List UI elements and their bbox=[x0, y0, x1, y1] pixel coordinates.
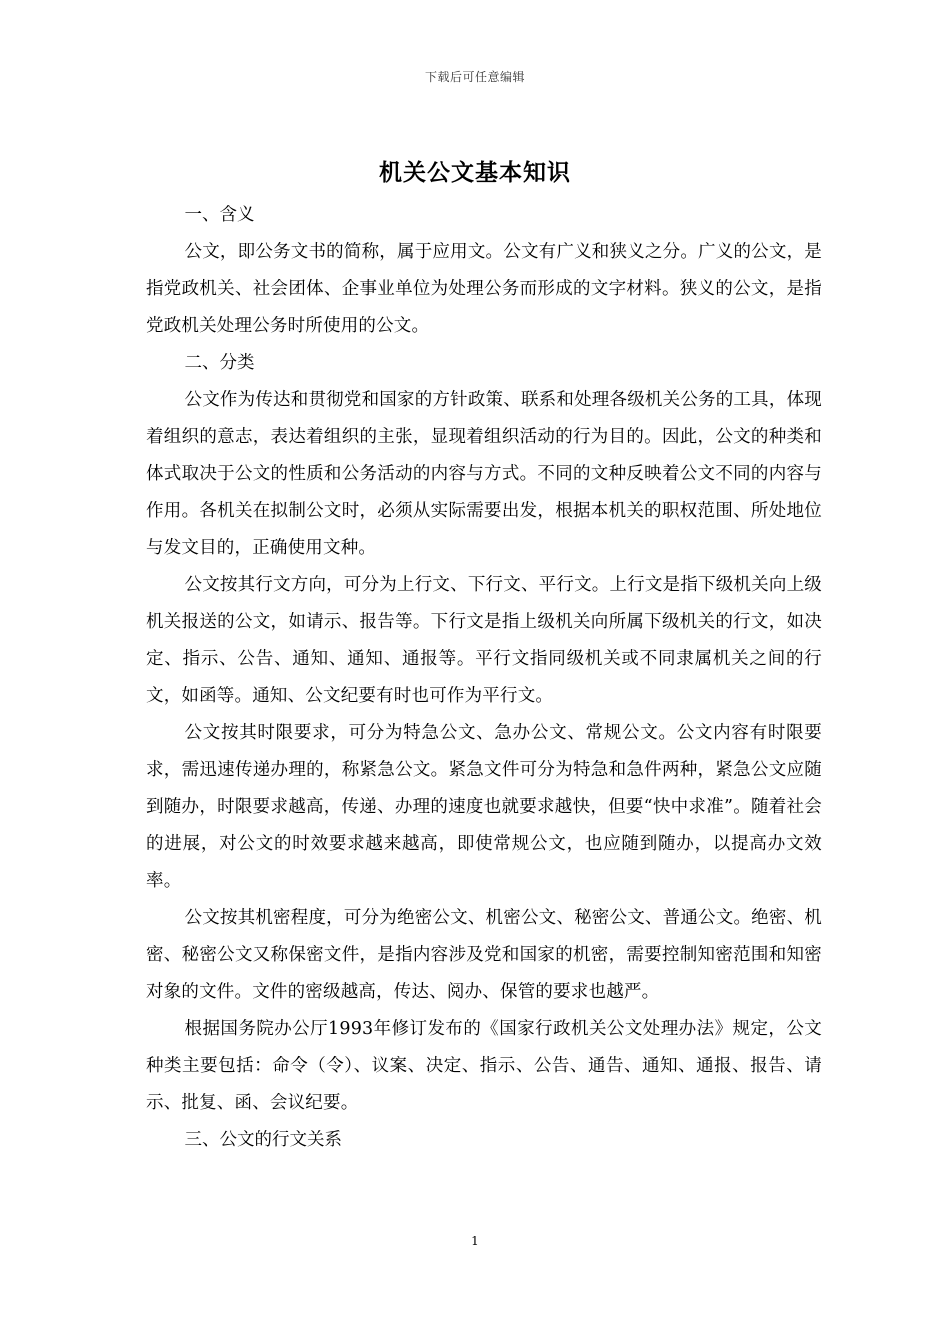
paragraph-classification-intro: 公文作为传达和贯彻党和国家的方针政策、联系和处理各级机关公务的工具，体现着组织的意志，表达着组织的主张，显现着组织活动的行为目的。因此，公文的种类和体式取决于公文的性质和公务活动的内容与方式。不同的文种反映着公文不同的内容与作用。各机关在拟制公文时，必须从实际需要出发，根据本机关的职权范围、所处地位与发文目的，正确使用文种。 bbox=[146, 390, 822, 558]
document-title: 机关公文基本知识 bbox=[379, 159, 571, 186]
page-number: 1 bbox=[471, 1234, 479, 1248]
document-body bbox=[146, 197, 822, 1159]
header-note: 下载后可任意编辑 bbox=[424, 70, 525, 84]
section-heading-relations: 三、公文的行文关系 bbox=[184, 1130, 342, 1150]
paragraph-definition: 公文，即公务文书的简称，属于应用文。公文有广义和狭义之分。广义的公文，是指党政机关、社会团体、企事业单位为处理公务而形成的文字材料。狭义的公文，是指党政机关处理公务时所使用的公文。 bbox=[146, 242, 822, 336]
paragraph-secrecy: 公文按其机密程度，可分为绝密公文、机密公文、秘密公文、普通公文。绝密、机密、秘密公文又称保密文件，是指内容涉及党和国家的机密，需要控制知密范围和知密对象的文件。文件的密级越高，传达、阅办、保管的要求也越严。 bbox=[146, 908, 822, 1002]
paragraph-document-types: 根据国务院办公厅1993年修订发布的《国家行政机关公文处理办法》规定，公文种类主要包括：命令（令）、议案、决定、指示、公告、通告、通知、通报、报告、请示、批复、函、会议纪要。 bbox=[146, 1019, 822, 1113]
paragraph-time-limit: 公文按其时限要求，可分为特急公文、急办公文、常规公文。公文内容有时限要求，需迅速传递办理的，称紧急公文。紧急文件可分为特急和急件两种，紧急公文应随到随办，时限要求越高，传递、办理的速度也就要求越快，但要“快中求准”。随着社会的进展，对公文的时效要求越来越高，即使常规公文，也应随到随办，以提高办文效率。 bbox=[146, 723, 822, 891]
section-heading-classification: 二、分类 bbox=[184, 353, 255, 373]
section-heading-meaning: 一、含义 bbox=[184, 205, 255, 225]
paragraph-direction: 公文按其行文方向，可分为上行文、下行文、平行文。上行文是指下级机关向上级机关报送的公文，如请示、报告等。下行文是指上级机关向所属下级机关的行文，如决定、指示、公告、通知、通知、通报等。平行文指同级机关或不同隶属机关之间的行文，如函等。通知、公文纪要有时也可作为平行文。 bbox=[146, 575, 822, 706]
